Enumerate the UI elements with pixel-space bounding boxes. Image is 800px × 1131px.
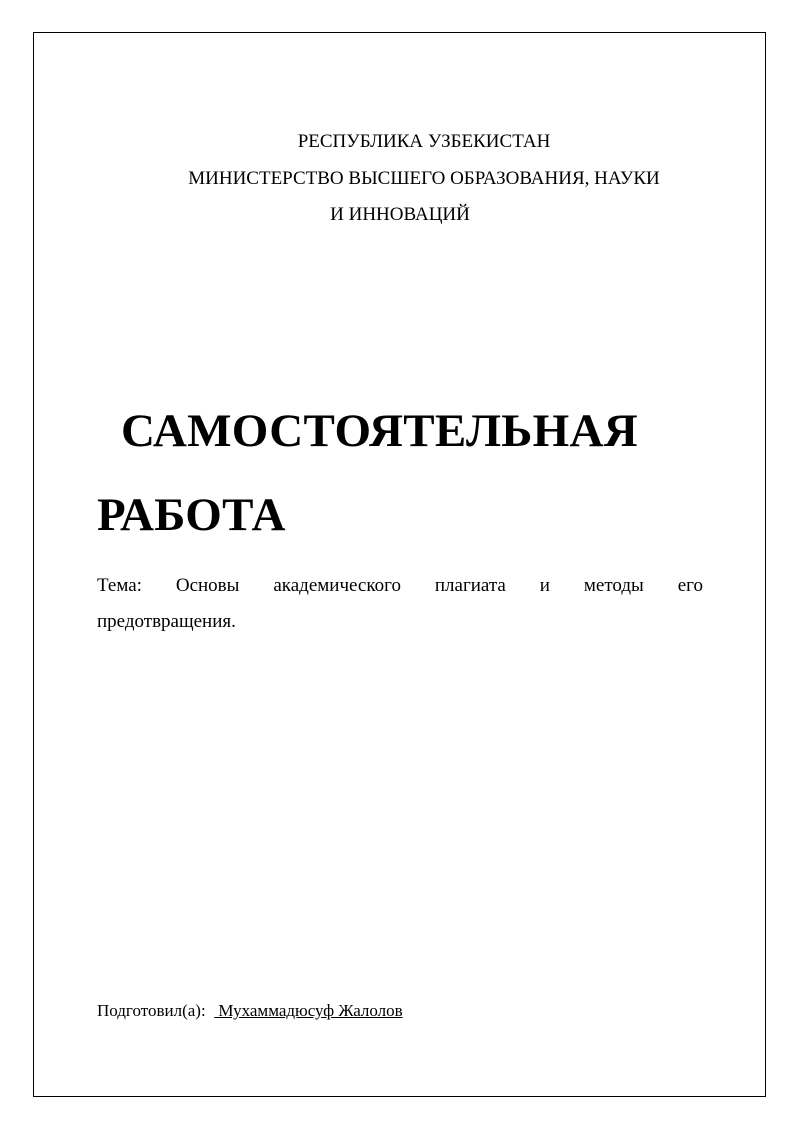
prepared-by [97, 1000, 403, 1022]
ministry-heading-continued: И ИННОВАЦИЙ [330, 204, 470, 225]
page-border [33, 32, 766, 1097]
ministry-heading: МИНИСТЕРСТВО ВЫСШЕГО ОБРАЗОВАНИЯ, НАУКИ [188, 168, 660, 189]
document-title-line-1: САМОСТОЯТЕЛЬНАЯ [121, 405, 638, 457]
topic-word: его [677, 575, 703, 596]
topic-word: методы [583, 575, 644, 596]
topic-row-2: предотвращения. [97, 611, 236, 632]
topic-word: академического [273, 575, 401, 596]
topic-word: плагиата [434, 575, 506, 596]
topic-row-1 [97, 568, 703, 604]
prepared-by-label: Подготовил(а): [97, 1001, 206, 1020]
topic-paragraph [97, 568, 703, 640]
document-title-line-2: РАБОТА [97, 489, 286, 541]
country-heading: РЕСПУБЛИКА УЗБЕКИСТАН [297, 131, 551, 152]
topic-word: Тема: [97, 575, 142, 596]
topic-word: и [539, 575, 550, 596]
topic-word: Основы [175, 575, 240, 596]
author-name: Мухаммадюсуф Жалолов [214, 1001, 403, 1020]
